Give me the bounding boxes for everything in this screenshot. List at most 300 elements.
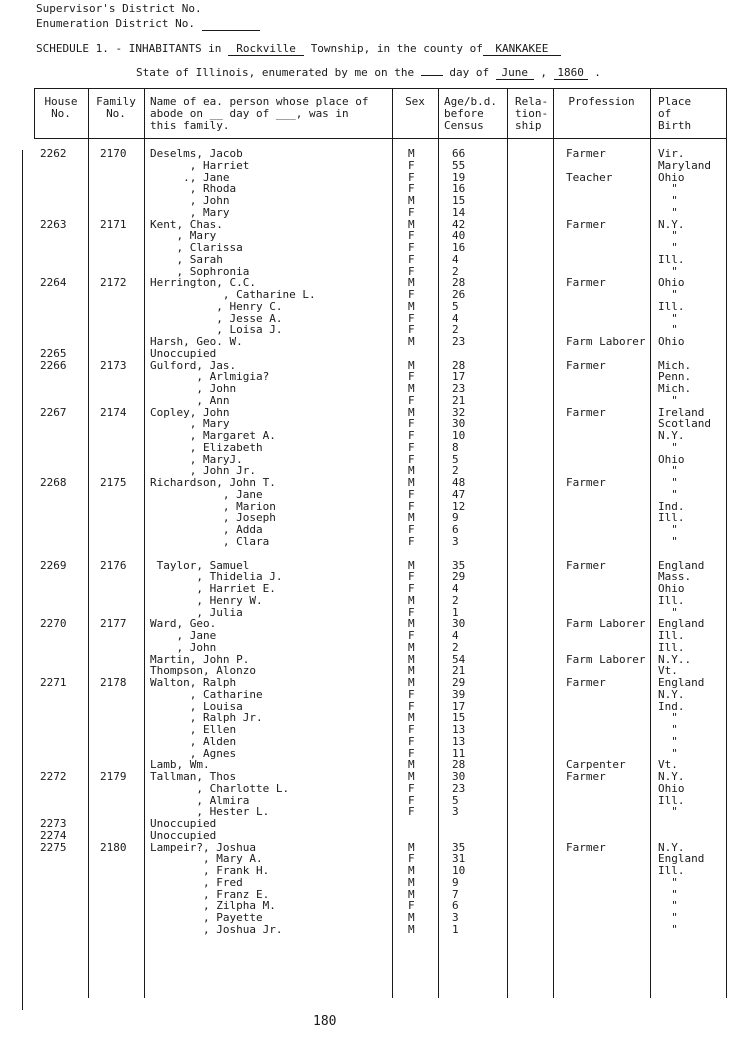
row-age: 1: [452, 923, 459, 936]
row-sex: M: [408, 511, 415, 524]
page-number: 180: [313, 1014, 337, 1029]
row-age: 48: [452, 476, 466, 489]
row-age: 35: [452, 841, 466, 854]
row-birthplace: ": [658, 747, 678, 760]
row-person-name: , John: [150, 382, 237, 395]
row-age: 9: [452, 876, 459, 889]
row-profession: Farmer: [566, 770, 606, 783]
row-age: 30: [452, 770, 466, 783]
row-person-name: , Clarissa: [150, 241, 243, 254]
col-header-profession: Profession: [568, 95, 635, 108]
row-sex: F: [408, 523, 415, 536]
row-sex: M: [408, 359, 415, 372]
row-house-no: 2262: [40, 147, 67, 160]
row-age: 40: [452, 229, 466, 242]
row-birthplace: ": [658, 899, 678, 912]
row-sex: F: [408, 253, 415, 266]
row-age: 2: [452, 464, 459, 477]
left-margin-line: [22, 150, 23, 1010]
supervisor-label: Supervisor's District No.: [36, 2, 202, 15]
row-house-no: 2263: [40, 218, 67, 231]
row-person-name: , Mary: [150, 417, 230, 430]
row-age: 26: [452, 288, 466, 301]
row-house-no: 2273: [40, 817, 67, 830]
row-birthplace: ": [658, 805, 678, 818]
row-birthplace: ": [658, 206, 678, 219]
row-birthplace: ": [658, 194, 678, 207]
row-age: 13: [452, 735, 466, 748]
row-sex: F: [408, 265, 415, 278]
row-birthplace: N.Y.: [658, 770, 685, 783]
row-age: 10: [452, 429, 466, 442]
row-sex: F: [408, 323, 415, 336]
row-profession: Farm Laborer: [566, 617, 646, 630]
row-age: 8: [452, 441, 459, 454]
row-age: 28: [452, 758, 466, 771]
row-age: 4: [452, 629, 459, 642]
row-sex: F: [408, 288, 415, 301]
row-age: 9: [452, 511, 459, 524]
row-age: 15: [452, 194, 466, 207]
row-birthplace: Ill.: [658, 253, 685, 266]
schedule-mid: Township, in the county of: [310, 42, 483, 55]
row-birthplace: ": [658, 911, 678, 924]
row-age: 5: [452, 794, 459, 807]
enumeration-label: Enumeration District No.: [36, 17, 195, 30]
row-birthplace: Ohio: [658, 276, 685, 289]
row-person-name: , Henry W.: [150, 594, 263, 607]
row-birthplace: Mich.: [658, 359, 692, 372]
row-sex: F: [408, 241, 415, 254]
row-person-name: , Mary: [150, 229, 217, 242]
row-sex: M: [408, 382, 415, 395]
row-person-name: Unoccupied: [150, 829, 217, 842]
row-profession: Farmer: [566, 676, 606, 689]
row-sex: M: [408, 664, 415, 677]
row-sex: M: [408, 594, 415, 607]
row-birthplace: ": [658, 394, 678, 407]
row-age: 30: [452, 617, 466, 630]
row-person-name: Deselms, Jacob: [150, 147, 243, 160]
row-age: 2: [452, 323, 459, 336]
row-birthplace: ": [658, 288, 678, 301]
row-person-name: ., Jane: [150, 171, 230, 184]
row-sex: F: [408, 394, 415, 407]
row-age: 3: [452, 911, 459, 924]
row-person-name: , Marion: [150, 500, 276, 513]
row-person-name: , Agnes: [150, 747, 237, 760]
row-person-name: , Joshua Jr.: [150, 923, 283, 936]
row-age: 21: [452, 394, 466, 407]
row-age: 15: [452, 711, 466, 724]
row-person-name: , Franz E.: [150, 888, 270, 901]
row-age: 66: [452, 147, 466, 160]
row-person-name: , Jesse A.: [150, 312, 283, 325]
row-age: 5: [452, 300, 459, 313]
row-birthplace: Ill.: [658, 794, 685, 807]
row-sex: F: [408, 629, 415, 642]
row-profession: Farm Laborer: [566, 653, 646, 666]
row-birthplace: Ind.: [658, 500, 685, 513]
supervisor-line: [36, 2, 202, 15]
row-sex: M: [408, 676, 415, 689]
row-person-name: Harsh, Geo. W.: [150, 335, 243, 348]
row-sex: M: [408, 276, 415, 289]
row-sex: F: [408, 417, 415, 430]
county-value: KANKAKEE: [483, 43, 561, 56]
row-person-name: , Catharine: [150, 688, 263, 701]
row-house-no: 2270: [40, 617, 67, 630]
row-sex: M: [408, 911, 415, 924]
row-age: 7: [452, 888, 459, 901]
row-person-name: Herrington, C.C.: [150, 276, 256, 289]
row-person-name: , Arlmigia?: [150, 370, 270, 383]
row-birthplace: Ill.: [658, 594, 685, 607]
row-age: 39: [452, 688, 466, 701]
row-person-name: , Sophronia: [150, 265, 250, 278]
col-header-age: Age/b.d. before Census: [444, 95, 497, 132]
row-person-name: , Mary A.: [150, 852, 263, 865]
row-birthplace: Vt.: [658, 664, 678, 677]
col-header-name: Name of ea. person whose place of abode on __ day of ___, was in this family.: [150, 95, 369, 132]
day-word: day of: [449, 66, 490, 79]
row-person-name: , Ellen: [150, 723, 237, 736]
row-person-name: , Alden: [150, 735, 237, 748]
row-person-name: Kent, Chas.: [150, 218, 223, 231]
row-birthplace: England: [658, 617, 705, 630]
row-person-name: Martin, John P.: [150, 653, 250, 666]
row-age: 29: [452, 570, 466, 583]
col-header-family: Family No.: [96, 95, 136, 120]
row-birthplace: N.Y.: [658, 688, 685, 701]
row-sex: M: [408, 464, 415, 477]
row-person-name: , Harriet E.: [150, 582, 276, 595]
row-sex: F: [408, 852, 415, 865]
row-birthplace: ": [658, 535, 678, 548]
row-birthplace: ": [658, 476, 678, 489]
row-sex: F: [408, 805, 415, 818]
state-prefix: State of Illinois, enumerated by me on the: [136, 66, 415, 79]
row-birthplace: Penn.: [658, 370, 692, 383]
row-sex: F: [408, 735, 415, 748]
row-person-name: , Hester L.: [150, 805, 270, 818]
row-birthplace: England: [658, 676, 705, 689]
row-profession: Farmer: [566, 276, 606, 289]
row-sex: F: [408, 794, 415, 807]
row-age: 2: [452, 594, 459, 607]
row-sex: M: [408, 641, 415, 654]
row-sex: F: [408, 453, 415, 466]
row-age: 17: [452, 700, 466, 713]
row-sex: M: [408, 194, 415, 207]
row-person-name: Copley, John: [150, 406, 230, 419]
row-age: 2: [452, 641, 459, 654]
row-age: 5: [452, 453, 459, 466]
row-person-name: Walton, Ralph: [150, 676, 237, 689]
row-person-name: , Harriet: [150, 159, 250, 172]
row-house-no: 2264: [40, 276, 67, 289]
year-sep: ,: [540, 66, 548, 79]
enumeration-blank: [202, 18, 260, 31]
row-sex: F: [408, 700, 415, 713]
row-family-no: 2175: [100, 476, 127, 489]
row-house-no: 2265: [40, 347, 67, 360]
row-sex: M: [408, 888, 415, 901]
row-family-no: 2174: [100, 406, 127, 419]
row-profession: Farmer: [566, 147, 606, 160]
row-sex: F: [408, 723, 415, 736]
col-divider-sex: [438, 88, 439, 998]
row-sex: F: [408, 582, 415, 595]
year-value: 1860: [554, 67, 588, 80]
row-profession: Farmer: [566, 406, 606, 419]
row-person-name: , Frank H.: [150, 864, 270, 877]
header-bottom-border: [34, 138, 726, 139]
col-divider-name: [392, 88, 393, 998]
row-age: 21: [452, 664, 466, 677]
row-birthplace: Ill.: [658, 300, 685, 313]
row-sex: F: [408, 747, 415, 760]
row-person-name: , Jane: [150, 488, 263, 501]
row-sex: F: [408, 229, 415, 242]
row-birthplace: Ohio: [658, 453, 685, 466]
row-family-no: 2173: [100, 359, 127, 372]
row-birthplace: ": [658, 182, 678, 195]
row-house-no: 2269: [40, 559, 67, 572]
row-birthplace: ": [658, 711, 678, 724]
row-age: 47: [452, 488, 466, 501]
state-line: [136, 66, 601, 80]
row-person-name: , Charlotte L.: [150, 782, 290, 795]
row-birthplace: ": [658, 464, 678, 477]
row-sex: F: [408, 899, 415, 912]
row-age: 54: [452, 653, 466, 666]
row-birthplace: N.Y.: [658, 429, 685, 442]
row-sex: F: [408, 206, 415, 219]
row-person-name: , Mary: [150, 206, 230, 219]
row-birthplace: ": [658, 606, 678, 619]
row-sex: F: [408, 312, 415, 325]
row-birthplace: Mass.: [658, 570, 692, 583]
row-birthplace: Scotland: [658, 417, 711, 430]
row-age: 6: [452, 899, 459, 912]
row-person-name: Thompson, Alonzo: [150, 664, 256, 677]
row-sex: M: [408, 559, 415, 572]
row-family-no: 2176: [100, 559, 127, 572]
row-age: 11: [452, 747, 466, 760]
row-age: 30: [452, 417, 466, 430]
row-age: 4: [452, 253, 459, 266]
row-birthplace: England: [658, 852, 705, 865]
row-sex: M: [408, 876, 415, 889]
row-person-name: , Ralph Jr.: [150, 711, 263, 724]
row-birthplace: ": [658, 523, 678, 536]
row-profession: Teacher: [566, 171, 613, 184]
row-birthplace: Ohio: [658, 582, 685, 595]
row-age: 16: [452, 241, 466, 254]
row-age: 23: [452, 335, 466, 348]
row-house-no: 2266: [40, 359, 67, 372]
row-person-name: , Joseph: [150, 511, 276, 524]
row-sex: F: [408, 782, 415, 795]
row-profession: Farm Laborer: [566, 335, 646, 348]
day-value: [421, 75, 443, 76]
row-house-no: 2271: [40, 676, 67, 689]
row-birthplace: Ill.: [658, 629, 685, 642]
row-birthplace: N.Y.: [658, 218, 685, 231]
row-birthplace: ": [658, 888, 678, 901]
row-person-name: , Jane: [150, 629, 217, 642]
row-age: 28: [452, 359, 466, 372]
row-sex: F: [408, 488, 415, 501]
row-sex: F: [408, 370, 415, 383]
row-sex: F: [408, 159, 415, 172]
row-person-name: , Elizabeth: [150, 441, 263, 454]
row-person-name: , Almira: [150, 794, 250, 807]
row-person-name: Lampeir?, Joshua: [150, 841, 256, 854]
row-age: 42: [452, 218, 466, 231]
row-family-no: 2177: [100, 617, 127, 630]
row-person-name: , Adda: [150, 523, 263, 536]
row-house-no: 2275: [40, 841, 67, 854]
row-age: 31: [452, 852, 466, 865]
row-person-name: , Margaret A.: [150, 429, 276, 442]
row-birthplace: Maryland: [658, 159, 711, 172]
row-family-no: 2171: [100, 218, 127, 231]
row-age: 13: [452, 723, 466, 736]
row-age: 2: [452, 265, 459, 278]
row-profession: Carpenter: [566, 758, 626, 771]
row-person-name: Unoccupied: [150, 347, 217, 360]
row-age: 32: [452, 406, 466, 419]
row-birthplace: ": [658, 876, 678, 889]
row-person-name: , Zilpha M.: [150, 899, 276, 912]
row-age: 6: [452, 523, 459, 536]
row-family-no: 2180: [100, 841, 127, 854]
row-person-name: , Julia: [150, 606, 243, 619]
township-value: Rockville: [228, 43, 304, 56]
row-birthplace: Vir.: [658, 147, 685, 160]
row-person-name: , MaryJ.: [150, 453, 243, 466]
col-divider-relation: [553, 88, 554, 998]
row-birthplace: ": [658, 441, 678, 454]
row-sex: M: [408, 406, 415, 419]
row-person-name: Tallman, Thos: [150, 770, 237, 783]
row-sex: F: [408, 570, 415, 583]
col-divider-age: [507, 88, 508, 998]
row-birthplace: ": [658, 312, 678, 325]
row-sex: M: [408, 758, 415, 771]
row-person-name: , John: [150, 641, 217, 654]
row-birthplace: Ohio: [658, 782, 685, 795]
row-age: 35: [452, 559, 466, 572]
row-birthplace: N.Y..: [658, 653, 692, 666]
row-sex: F: [408, 171, 415, 184]
period: .: [594, 66, 601, 79]
col-header-birth: Place of Birth: [658, 95, 692, 132]
row-birthplace: Ohio: [658, 171, 685, 184]
row-age: 19: [452, 171, 466, 184]
row-birthplace: ": [658, 723, 678, 736]
row-person-name: , Sarah: [150, 253, 223, 266]
row-family-no: 2178: [100, 676, 127, 689]
row-birthplace: Ill.: [658, 641, 685, 654]
row-birthplace: Ohio: [658, 335, 685, 348]
row-sex: F: [408, 182, 415, 195]
row-birthplace: England: [658, 559, 705, 572]
row-age: 1: [452, 606, 459, 619]
row-sex: F: [408, 441, 415, 454]
row-birthplace: Ill.: [658, 511, 685, 524]
row-age: 28: [452, 276, 466, 289]
row-age: 3: [452, 535, 459, 548]
enumeration-line: [36, 17, 260, 31]
row-birthplace: ": [658, 923, 678, 936]
row-profession: Farmer: [566, 476, 606, 489]
row-birthplace: N.Y.: [658, 841, 685, 854]
table-top-border: [34, 88, 726, 89]
row-age: 4: [452, 312, 459, 325]
row-age: 16: [452, 182, 466, 195]
row-person-name: Gulford, Jas.: [150, 359, 237, 372]
row-person-name: , Louisa: [150, 700, 243, 713]
col-header-relation: Rela- tion- ship: [515, 95, 549, 132]
row-birthplace: Ind.: [658, 700, 685, 713]
row-person-name: , Ann: [150, 394, 230, 407]
row-person-name: Taylor, Samuel: [150, 559, 250, 572]
row-person-name: , John Jr.: [150, 464, 256, 477]
row-sex: M: [408, 218, 415, 231]
row-person-name: , Fred: [150, 876, 243, 889]
row-birthplace: ": [658, 229, 678, 242]
row-sex: F: [408, 429, 415, 442]
row-house-no: 2267: [40, 406, 67, 419]
col-divider-right: [726, 88, 727, 998]
row-person-name: Richardson, John T.: [150, 476, 276, 489]
row-person-name: Lamb, Wm.: [150, 758, 210, 771]
row-profession: Farmer: [566, 559, 606, 572]
row-sex: M: [408, 864, 415, 877]
row-person-name: Unoccupied: [150, 817, 217, 830]
row-birthplace: Ireland: [658, 406, 705, 419]
month-value: June: [496, 67, 534, 80]
row-sex: M: [408, 653, 415, 666]
col-header-house: House No.: [44, 95, 78, 120]
row-house-no: 2272: [40, 770, 67, 783]
row-age: 10: [452, 864, 466, 877]
row-sex: M: [408, 476, 415, 489]
row-age: 3: [452, 805, 459, 818]
row-sex: M: [408, 335, 415, 348]
row-birthplace: ": [658, 323, 678, 336]
row-person-name: , John: [150, 194, 230, 207]
row-age: 14: [452, 206, 466, 219]
row-birthplace: ": [658, 488, 678, 501]
row-person-name: , Loisa J.: [150, 323, 283, 336]
row-sex: F: [408, 606, 415, 619]
row-sex: F: [408, 535, 415, 548]
row-age: 29: [452, 676, 466, 689]
row-person-name: , Rhoda: [150, 182, 237, 195]
schedule-prefix: SCHEDULE 1. - INHABITANTS in: [36, 42, 222, 55]
col-header-sex: Sex: [405, 95, 425, 108]
row-sex: M: [408, 923, 415, 936]
row-birthplace: ": [658, 735, 678, 748]
row-person-name: Ward, Geo.: [150, 617, 217, 630]
col-divider-family: [144, 88, 145, 998]
row-sex: F: [408, 500, 415, 513]
row-person-name: , Payette: [150, 911, 263, 924]
